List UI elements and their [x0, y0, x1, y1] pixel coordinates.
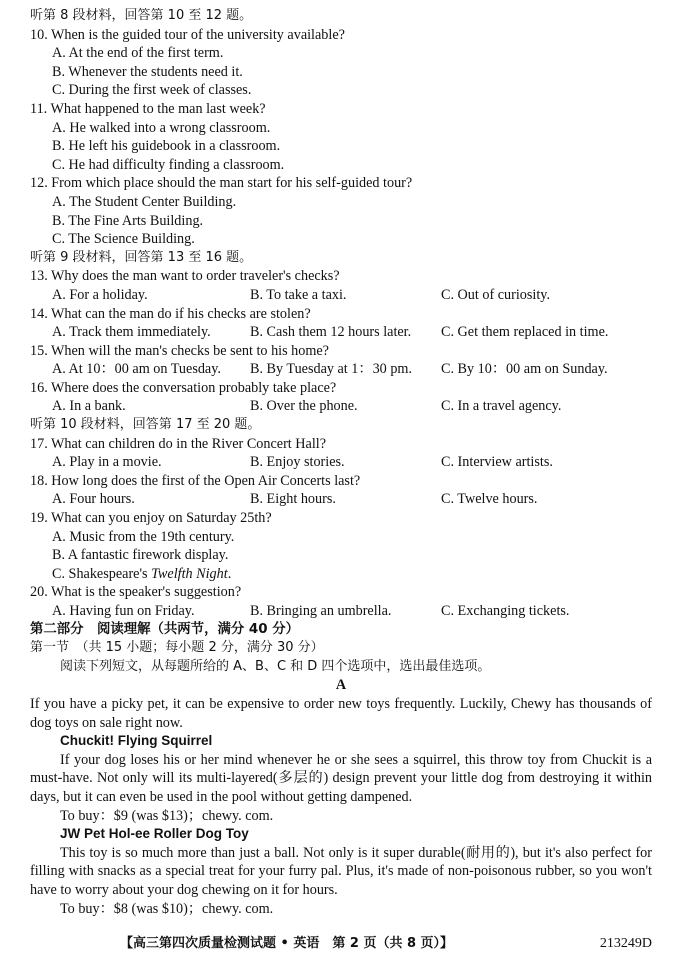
product-1-price: To buy：$9 (was $13)；chewy. com.: [60, 807, 274, 824]
question-stem: 11. What happened to the man last week?: [30, 100, 266, 117]
option-c: C. In a travel agency.: [441, 398, 562, 415]
product-2-body: This toy is so much more than just a ball. Not only is it super durable(耐用的), but it's also perfect for filling with snacks as a special treat for your furry pal. Plus, it's made of non-poisonous rubber, so you won't have to worry about your dog chewing on it for hours.: [30, 844, 652, 898]
passage-intro: If you have a picky pet, it can be expensive to order new toys frequently. Luckily, Chewy has thousands of dog toys on sale right now.: [30, 695, 652, 731]
question-14: [30, 305, 652, 342]
play-title: Twelfth Night: [151, 565, 228, 582]
section-9-header: 听第 9 段材料，回答第 13 至 16 题。: [30, 249, 253, 265]
question-12: [30, 174, 652, 248]
question-stem: 19. What can you enjoy on Saturday 25th?: [30, 510, 272, 527]
option-b: B. To take a taxi.: [250, 286, 347, 303]
question-stem: 20. What is the speaker's suggestion?: [30, 584, 242, 601]
question-13: [30, 267, 652, 304]
question-16: [30, 379, 652, 416]
question-11: [30, 100, 652, 174]
question-stem: 13. Why does the man want to order traveler's checks?: [30, 268, 340, 285]
option-a: A. At 10：00 am on Tuesday.: [52, 361, 221, 378]
option-b: B. By Tuesday at 1：30 pm.: [250, 361, 412, 378]
question-stem: 10. When is the guided tour of the university available?: [30, 26, 345, 43]
section-1-title: 第一节 （共 15 小题；每小题 2 分，满分 30 分）: [30, 640, 324, 656]
question-stem: 18. How long does the first of the Open Air Concerts last?: [30, 472, 361, 489]
option-b: B. The Fine Arts Building.: [52, 212, 204, 229]
options-row: [30, 286, 652, 305]
passage-letter: A: [335, 677, 347, 694]
option-a: A. Play in a movie.: [52, 454, 162, 471]
section-8-header: 听第 8 段材料，回答第 10 至 12 题。: [30, 8, 253, 23]
options-row: [30, 397, 652, 416]
option-a: A. In a bank.: [52, 398, 126, 415]
option-a: A. For a holiday.: [52, 286, 148, 303]
question-stem: 14. What can the man do if his checks are stolen?: [30, 305, 311, 322]
reading-instruction: 阅读下列短文，从每题所给的 A、B、C 和 D 四个选项中，选出最佳选项。: [60, 658, 491, 674]
question-18: [30, 472, 652, 509]
product-1-body: If your dog loses his or her mind whenever he or she sees a squirrel, this throw toy from Chuckit is a must-have. Not only will its multi-layered(多层的) design prevent your little dog from destroying it within days, but it can even be used in the pool without getting dampened.: [30, 751, 652, 805]
options-row: [30, 602, 652, 621]
question-19: [30, 509, 652, 583]
option-c: C. Out of curiosity.: [441, 286, 551, 303]
option-c: C. During the first week of classes.: [52, 82, 252, 99]
options-row: [30, 360, 652, 379]
footer-title: 【高三第四次质量检测试题 • 英语 第 2 页（共 8 页）】: [120, 936, 454, 951]
option-b: B. He left his guidebook in a classroom.: [52, 138, 281, 155]
option-c-prefix: C. Shakespeare's: [52, 565, 152, 582]
product-2-title: JW Pet Hol-ee Roller Dog Toy: [60, 826, 249, 842]
part-2-title: 第二部分 阅读理解（共两节，满分 40 分）: [30, 621, 299, 637]
option-b: B. Whenever the students need it.: [52, 63, 243, 80]
question-stem: 15. When will the man's checks be sent to his home?: [30, 342, 329, 359]
option-b: B. Enjoy stories.: [250, 454, 345, 471]
question-stem: 17. What can children do in the River Concert Hall?: [30, 435, 327, 452]
option-c: C. Get them replaced in time.: [441, 324, 609, 341]
option-a: A. The Student Center Building.: [52, 193, 237, 210]
passage-a: [30, 695, 652, 918]
option-a: A. Track them immediately.: [52, 324, 211, 341]
options-row: [30, 323, 652, 342]
option-c: C. Interview artists.: [441, 454, 553, 471]
question-stem: 16. Where does the conversation probably take place?: [30, 379, 337, 396]
question-20: [30, 583, 652, 620]
option-a: A. Music from the 19th century.: [52, 528, 235, 545]
option-a: A. Having fun on Friday.: [52, 603, 195, 619]
option-a: A. He walked into a wrong classroom.: [52, 119, 271, 136]
option-a: A. At the end of the first term.: [52, 45, 224, 62]
question-17: [30, 435, 652, 472]
question-15: [30, 342, 652, 379]
product-1-title: Chuckit! Flying Squirrel: [60, 733, 213, 749]
options-row: [30, 453, 652, 472]
option-c: C. Exchanging tickets.: [441, 603, 570, 619]
page-footer: [30, 934, 652, 954]
product-2-price: To buy：$8 (was $10)；chewy. com.: [60, 900, 274, 917]
option-a: A. Four hours.: [52, 491, 135, 508]
option-c: C. He had difficulty finding a classroom.: [52, 156, 285, 173]
option-c: C. The Science Building.: [52, 231, 195, 248]
footer-code: 213249D: [599, 936, 652, 951]
exam-page: [30, 7, 652, 918]
option-c: C. By 10：00 am on Sunday.: [441, 361, 608, 378]
option-b: B. Eight hours.: [250, 491, 336, 508]
option-b: B. Bringing an umbrella.: [250, 603, 392, 619]
section-10-header: 听第 10 段材料，回答第 17 至 20 题。: [30, 417, 261, 433]
options-row: [30, 490, 652, 509]
option-c-suffix: .: [227, 565, 232, 582]
question-10: [30, 26, 652, 100]
option-b: B. Cash them 12 hours later.: [250, 324, 412, 341]
option-c: [30, 565, 652, 584]
option-b: B. Over the phone.: [250, 398, 358, 415]
option-b: B. A fantastic firework display.: [52, 547, 229, 564]
question-stem: 12. From which place should the man start for his self-guided tour?: [30, 175, 413, 192]
option-c: C. Twelve hours.: [441, 491, 538, 508]
